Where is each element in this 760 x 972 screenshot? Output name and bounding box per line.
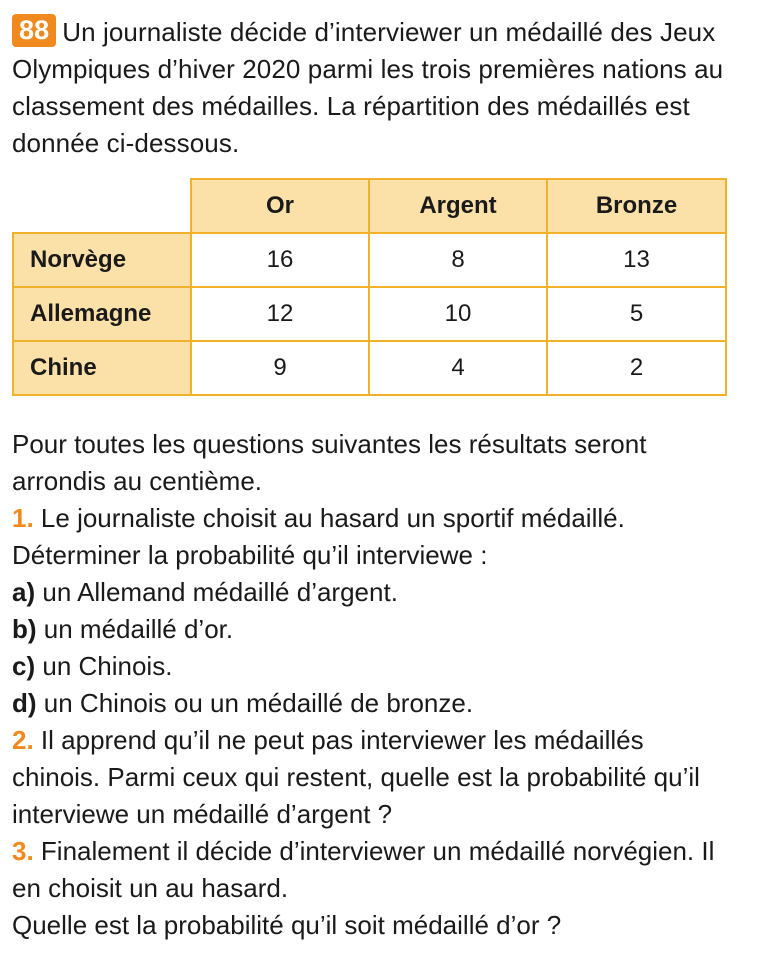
item-letter: b) [12,614,37,644]
table-row [13,341,726,395]
column-header-bronze: Bronze [547,179,726,233]
item-text: un Chinois. [42,651,173,681]
row-header-norway: Norvège [13,233,191,287]
question-1c [12,648,724,685]
question-3 [12,833,724,907]
cell-norway-gold: 16 [191,233,369,287]
table-header-row [13,179,726,233]
question-3-text: Finalement il décide d’interviewer un médaillé norvégien. Il en choisit un au hasard. [12,836,715,903]
question-1b [12,611,724,648]
table-corner [13,179,191,233]
question-1a [12,574,724,611]
question-3-number: 3. [12,836,34,866]
row-header-germany: Allemagne [13,287,191,341]
medals-table [12,178,727,396]
cell-norway-bronze: 13 [547,233,726,287]
item-letter: d) [12,688,37,718]
cell-germany-gold: 12 [191,287,369,341]
question-1 [12,500,724,537]
question-2-number: 2. [12,725,34,755]
item-letter: c) [12,651,36,681]
cell-china-gold: 9 [191,341,369,395]
question-1-sub: Déterminer la probabilité qu’il interviewe : [12,540,488,570]
question-3-final: Quelle est la probabilité qu’il soit médaillé d’or ? [12,910,562,940]
exercise-intro-text: Un journaliste décide d’interviewer un médaillé des Jeux Olympiques d’hiver 2020 parmi les trois premières nations au classement des médailles. La répartition des médaillés est donnée ci-dessous. [12,17,724,158]
cell-germany-bronze: 5 [547,287,726,341]
item-text: un Chinois ou un médaillé de bronze. [43,688,474,718]
exercise-number-badge: 88 [12,14,56,47]
column-header-gold: Or [191,179,369,233]
table-row [13,287,726,341]
cell-china-bronze: 2 [547,341,726,395]
question-1d [12,685,724,722]
exercise [12,14,724,940]
cell-china-silver: 4 [369,341,547,395]
item-letter: a) [12,577,36,607]
exercise-intro [12,14,724,162]
question-2 [12,722,724,833]
item-text: un Allemand médaillé d’argent. [42,577,398,607]
questions [12,426,724,944]
item-text: un médaillé d’or. [43,614,234,644]
column-header-silver: Argent [369,179,547,233]
question-2-text: Il apprend qu’il ne peut pas interviewer les médaillés chinois. Parmi ceux qui restent, quelle est la probabilité qu’il interviewe un médaillé d’argent ? [12,725,700,829]
cell-germany-silver: 10 [369,287,547,341]
question-1-text: Le journaliste choisit au hasard un sportif médaillé. [40,503,625,533]
question-1-number: 1. [12,503,34,533]
row-header-china: Chine [13,341,191,395]
cell-norway-silver: 8 [369,233,547,287]
instructions: Pour toutes les questions suivantes les résultats seront arrondis au centième. [12,429,647,496]
table-row [13,233,726,287]
